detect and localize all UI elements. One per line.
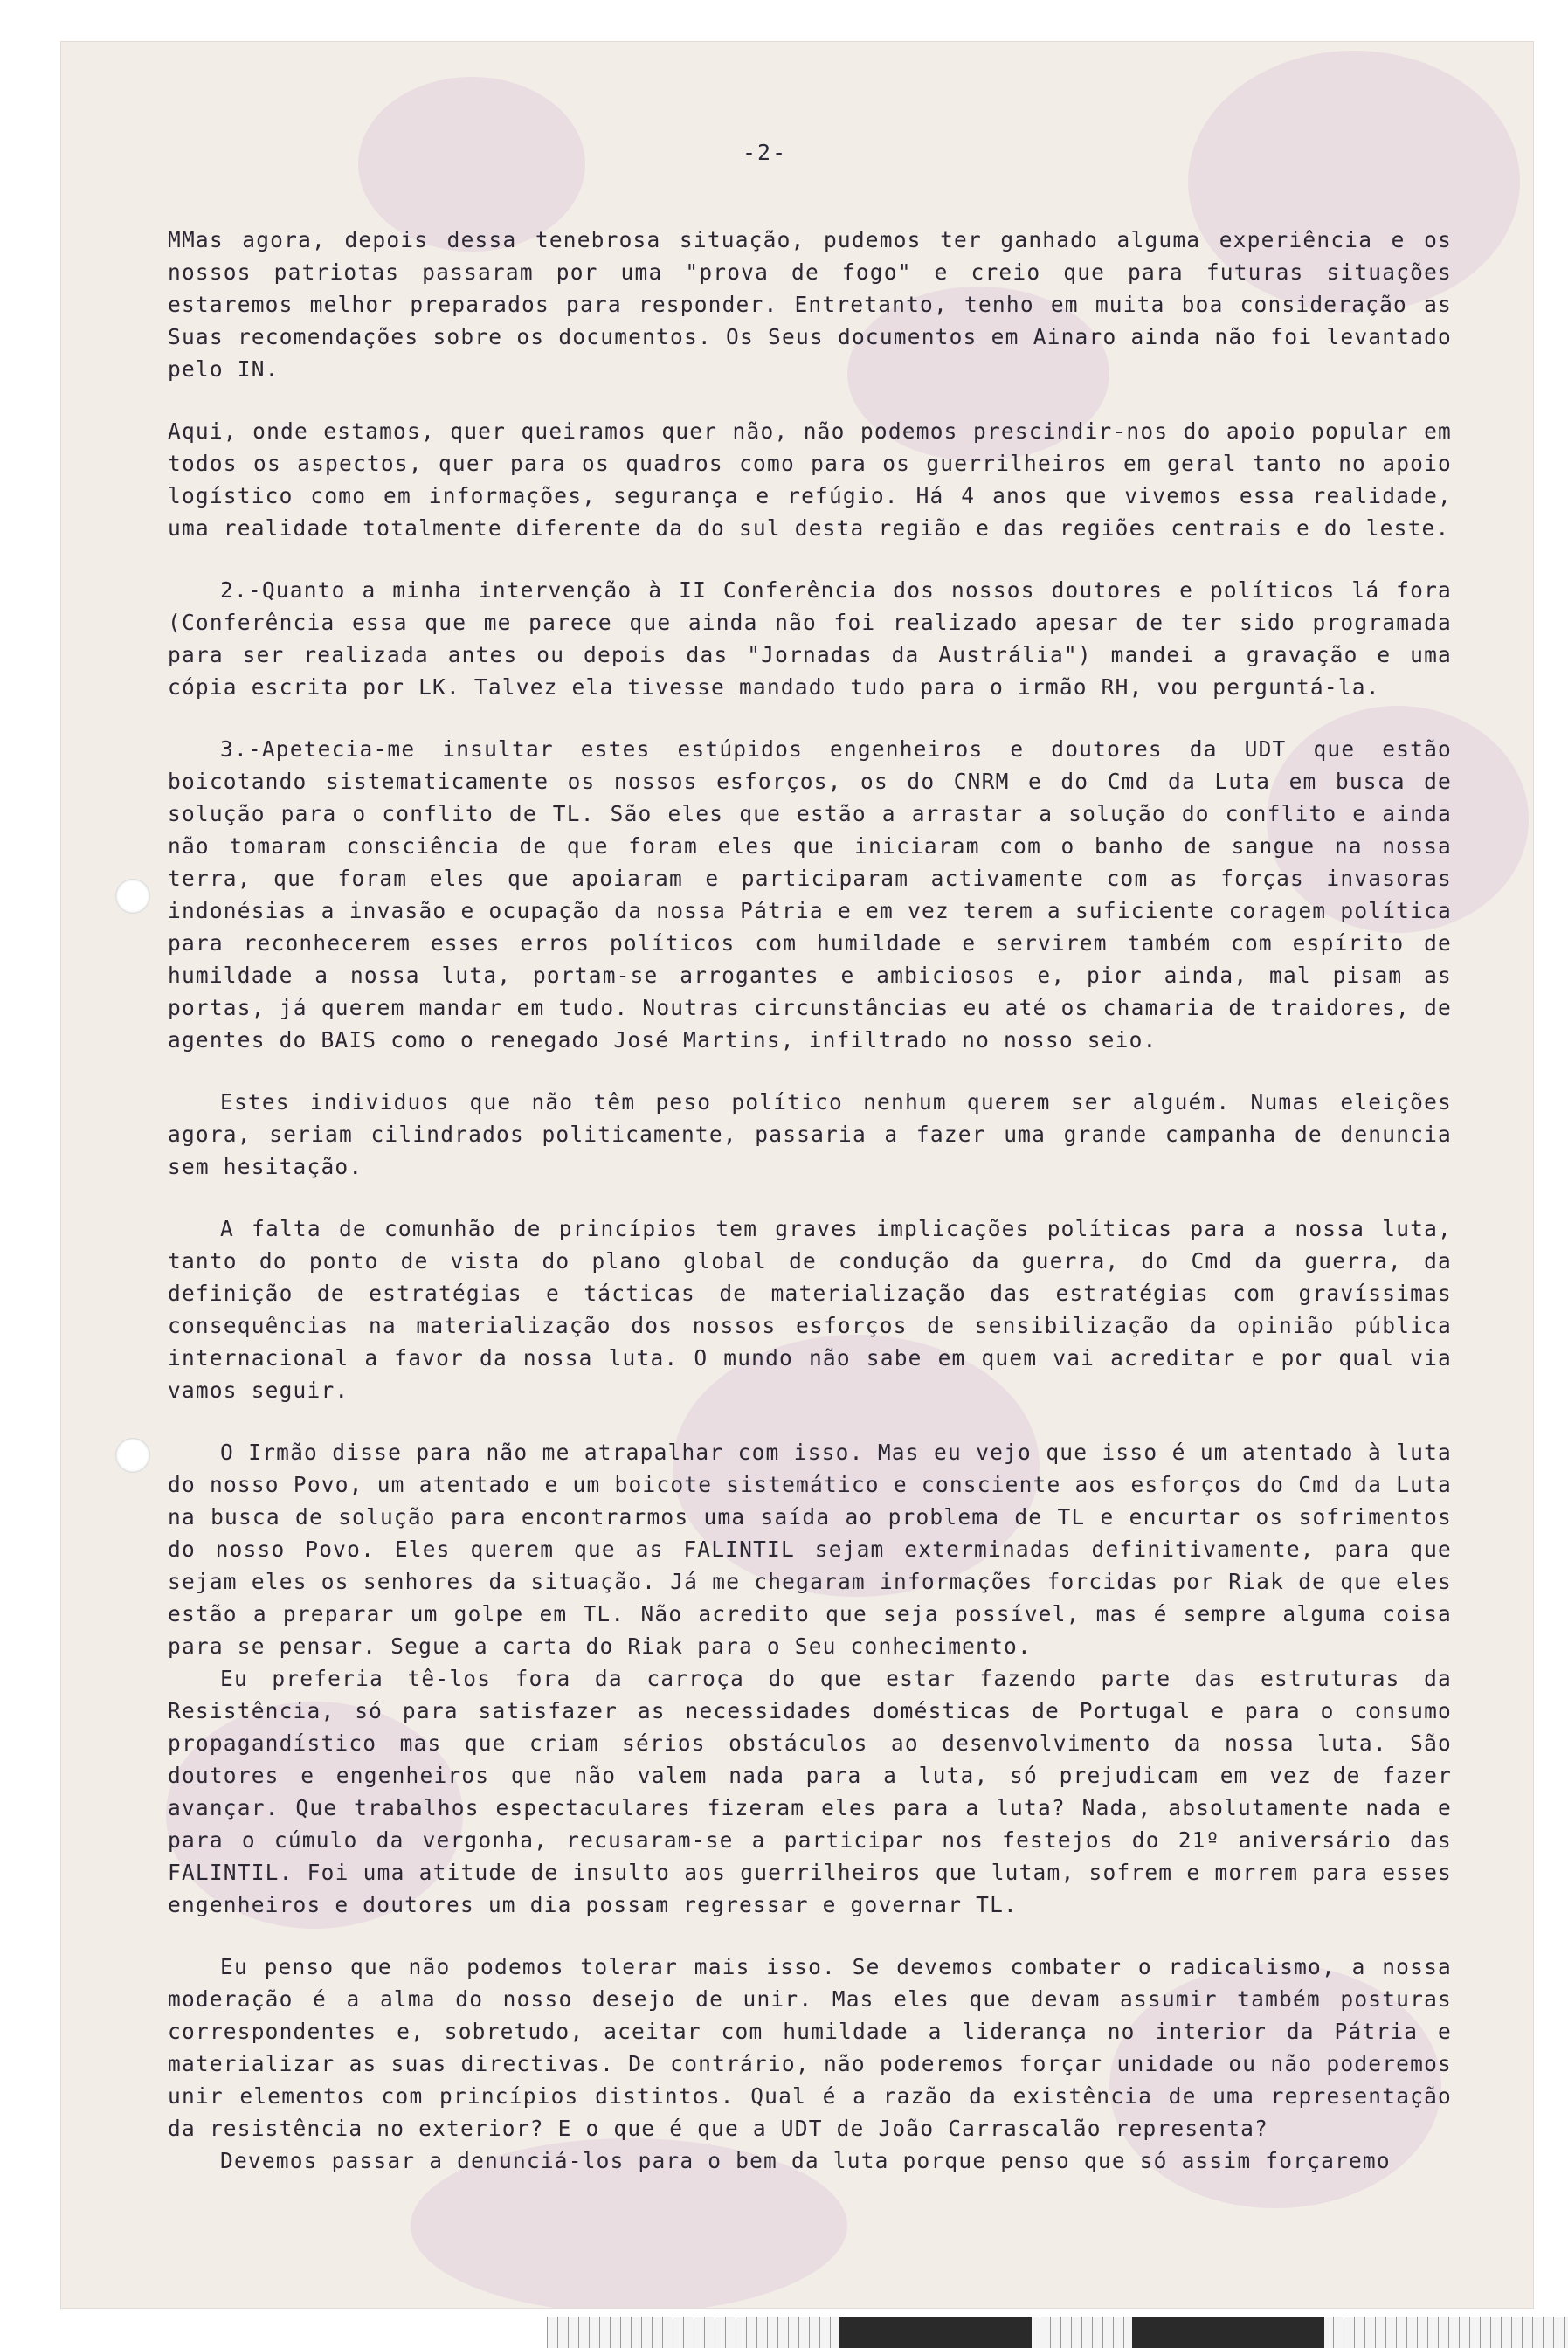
punch-hole xyxy=(115,1438,150,1473)
paragraph: 3.-Apetecia-me insultar estes estúpidos engenheiros e doutores da UDT que estão boicotando sistematicamente os nossos esforços, os do CNRM e do Cmd da Luta em busca de solução para o conflito de TL. São eles que estão a arrastar a solução do conflito e ainda não tomaram consciência de que foram eles que iniciaram com o banho de sangue na nossa terra, que foram eles que apoiaram e participaram activamente com as forças invasoras indonésias a invasão e ocupação da nossa Pátria e em vez terem a suficiente coragem política para reconhecerem esses erros políticos com humildade e servirem também com espírito de humildade a nossa luta, portam-se arrogantes e ambiciosos e, pior ainda, mal pisam as portas, já querem mandar em tudo. Noutras circunstâncias eu até os chamaria de traidores, de agentes do BAIS como o renegado José Martins, infiltrado no nosso seio. xyxy=(168,736,1452,1053)
paragraph: 2.-Quanto a minha intervenção à II Conferência dos nossos doutores e políticos lá fora (Conferência essa que me parece que ainda não foi realizado apesar de ter sido programada para ser realizada antes ou depois das "Jornadas da Austrália") mandei a gravação e uma cópia escrita por LK. Talvez ela tivesse mandado tudo para o irmão RH, vou perguntá-la. xyxy=(168,577,1452,700)
paragraph: Devemos passar a denunciá-los para o bem da luta porque penso que só assim forçaremo xyxy=(220,2148,1391,2173)
paragraph: Eu preferia tê-los fora da carroça do que estar fazendo parte das estruturas da Resistência, só para satisfazer as necessidades domésticas de Portugal e para o consumo propagandístico mas que criam sérios obstáculos ao desenvolvimento da nossa luta. São doutores e engenheiros que não valem nada para a luta, só prejudicam em vez de fazer avançar. Que trabalhos espectaculares fizeram eles para a luta? Nada, absolutamente nada e para o cúmulo da vergonha, recusaram-se a participar nos festejos do 21º aniversário das FALINTIL. Foi uma atitude de insulto aos guerrilheiros que lutam, sofrem e morrem para esses engenheiros e doutores um dia possam regressar e governar TL. xyxy=(168,1666,1452,1917)
paragraph: Estes individuos que não têm peso político nenhum querem ser alguém. Numas eleições agora, seriam cilindrados politicamente, passaria a fazer uma grande campanha de denuncia sem hesitação. xyxy=(168,1089,1452,1179)
page-number: -2- xyxy=(743,140,788,165)
punch-hole xyxy=(115,879,150,914)
paragraph: Aqui, onde estamos, quer queiramos quer não, não podemos prescindir-nos do apoio popular em todos os aspectos, quer para os quadros como para os guerrilheiros em geral tanto no apoio logístico como em informações, segurança e refúgio. Há 4 anos que vivemos essa realidade, uma realidade totalmente diferente da do sul desta região e das regiões centrais e do leste. xyxy=(168,418,1452,541)
paragraph: Eu penso que não podemos tolerar mais isso. Se devemos combater o radicalismo, a nossa moderação é a alma do nosso desejo de unir. Mas eles que devam assumir também posturas correspondentes e, sobretudo, aceitar com humildade a liderança no interior da Pátria e materializar as suas directivas. De contrário, não poderemos forçar unidade ou não poderemos unir elementos com princípios distintos. Qual é a razão da existência de uma representação da resistência no exterior? E o que é que a UDT de João Carrascalão representa? xyxy=(168,1954,1452,2141)
paragraph: O Irmão disse para não me atrapalhar com isso. Mas eu vejo que isso é um atentado à luta do nosso Povo, um atentado e um boicote sistemático e consciente aos esforços do Cmd da Luta na busca de solução para encontrarmos uma saída ao problema de TL e encurtar os sofrimentos do nosso Povo. Eles querem que as FALINTIL sejam exterminadas definitivamente, para que sejam eles os senhores da situação. Já me chegaram informações forcidas por Riak de que eles estão a preparar um golpe em TL. Não acredito que seja possível, mas é sempre alguma coisa para se pensar. Segue a carta do Riak para o Seu conhecimento. xyxy=(168,1440,1452,1659)
document-page xyxy=(61,42,1533,2308)
ruler-block xyxy=(839,2317,1032,2348)
scan-ruler xyxy=(547,2317,1568,2348)
paragraph: A falta de comunhão de princípios tem graves implicações políticas para a nossa luta, tanto do ponto de vista do plano global de condução da guerra, do Cmd da guerra, da definição de estratégias e tácticas de materialização das estratégias com gravíssimas consequências na materialização dos nossos esforços de sensibilização da opinião pública internacional a favor da nossa luta. O mundo não sabe em quem vai acreditar e por qual via vamos seguir. xyxy=(168,1216,1452,1403)
paragraph: MMas agora, depois dessa tenebrosa situação, pudemos ter ganhado alguma experiência e os nossos patriotas passaram por uma "prova de fogo" e creio que para futuras situações estaremos melhor preparados para responder. Entretanto, tenho em muita boa consideração as Suas recomendações sobre os documentos. Os Seus documentos em Ainaro ainda não foi levantado pelo IN. xyxy=(168,227,1452,382)
ruler-block xyxy=(1132,2317,1324,2348)
body-text xyxy=(168,224,1452,2206)
